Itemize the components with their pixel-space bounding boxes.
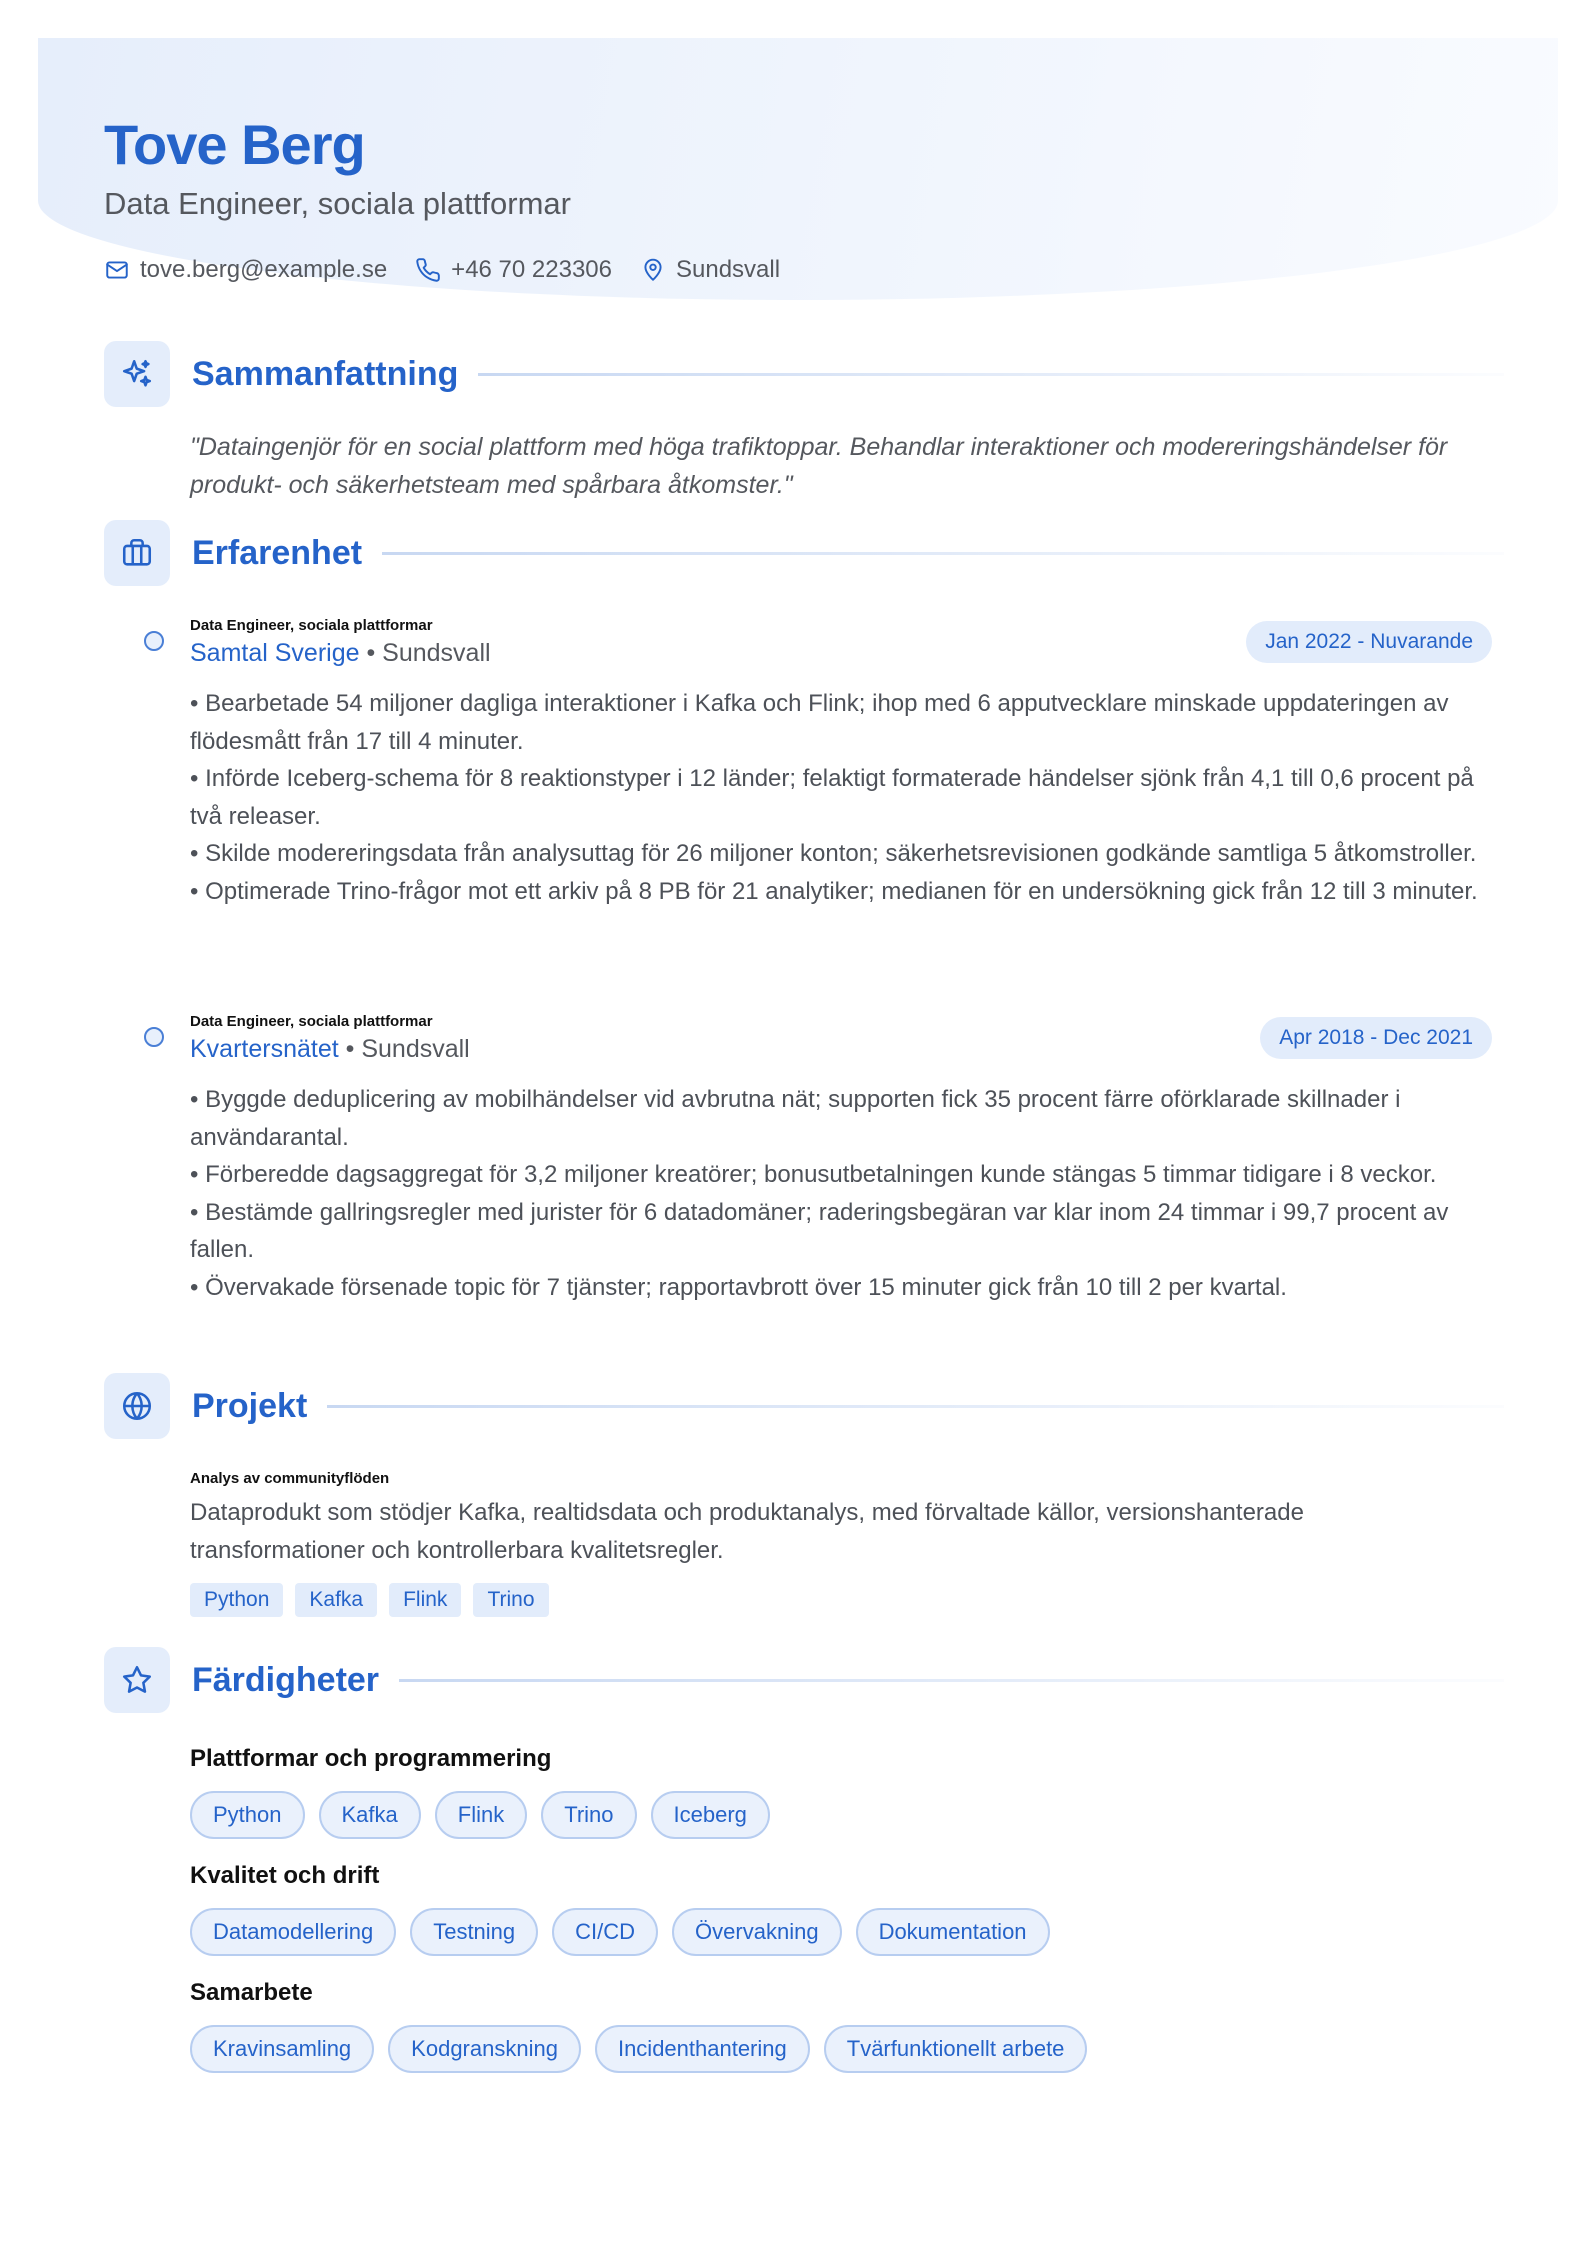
skill-group-title: Kvalitet och drift: [190, 1862, 380, 1889]
job-bullet: • Bearbetade 54 miljoner dagliga interaktioner i Kafka och Flink; ihop med 6 apputvecklare minskade uppdateringen av flödesmått från 17 till 4 minuter.: [190, 690, 1449, 755]
skill-pill: Övervakning: [672, 1908, 842, 1956]
skill-pill: Datamodellering: [190, 1908, 396, 1956]
skill-pill: Dokumentation: [856, 1908, 1050, 1956]
skill-pill: Kafka: [319, 1791, 421, 1839]
location-text: Sundsvall: [676, 256, 781, 283]
candidate-name: Tove Berg: [104, 113, 365, 176]
job-bullets: [190, 685, 1490, 910]
job-bullet: • Övervakade försenade topic för 7 tjänster; rapportavbrott över 15 minuter gick från 10 till 2 per kvartal.: [190, 1273, 1287, 1301]
star-icon: [120, 1663, 154, 1697]
job-bullet: • Bestämde gallringsregler med jurister för 6 datadomäner; raderingsbegäran var klar inom 24 timmar i 99,7 procent av fallen.: [190, 1198, 1449, 1263]
job-bullet: • Förberedde dagsaggregat för 3,2 miljoner kreatörer; bonusutbetalningen kunde stängas 5 timmar tidigare i 8 veckor.: [190, 1161, 1437, 1188]
timeline-dot: [144, 631, 164, 651]
section-divider: [327, 1405, 1504, 1408]
skill-pills: [190, 1908, 1050, 1956]
skill-pill: Trino: [541, 1791, 636, 1839]
job-bullet: • Införde Iceberg-schema för 8 reaktionstyper i 12 länder; felaktigt formaterade händelser sjönk från 4,1 till 0,6 procent på två releaser.: [190, 765, 1474, 830]
job-company: Samtal Sverige: [190, 639, 360, 667]
section-divider: [382, 552, 1504, 555]
job-date-badge: Jan 2022 - Nuvarande: [1246, 621, 1492, 663]
job-bullet: • Optimerade Trino-frågor mot ett arkiv på 8 PB för 21 analytiker; medianen för en undersökning gick från 12 till 3 minuter.: [190, 877, 1478, 905]
project-title: Analys av communityflöden: [190, 1470, 390, 1487]
phone-text: +46 70 223306: [451, 256, 612, 283]
section-skills: [104, 1647, 1504, 1713]
section-title: Sammanfattning: [192, 354, 459, 393]
job-bullet: • Byggde deduplicering av mobilhändelser vid avbrutna nät; supporten fick 35 procent färre oförklarade skillnader i användarantal.: [190, 1086, 1401, 1151]
job-company: Kvartersnätet: [190, 1035, 339, 1063]
section-title: Färdigheter: [192, 1660, 380, 1699]
project-description: Dataprodukt som stödjer Kafka, realtidsdata och produktanalys, med förvaltade källor, versionshanterade transformationer och kontrollerbara kvalitetsregler.: [190, 1499, 1304, 1564]
summary-text: "Dataingenjör för en social plattform med höga trafiktoppar. Behandlar interaktioner och modereringshändelser för produkt- och säkerhetsteam med spårbara åtkomster.": [190, 433, 1448, 499]
skill-pill: Incidenthantering: [595, 2025, 810, 2073]
job-role: Data Engineer, sociala plattformar: [190, 1013, 433, 1030]
section-summary: [104, 341, 1504, 407]
job-role: Data Engineer, sociala plattformar: [190, 617, 433, 634]
job-location: • Sundsvall: [338, 1035, 470, 1063]
project-tag: Flink: [389, 1583, 461, 1617]
project-tag: Python: [190, 1583, 283, 1617]
job-company-line: [190, 639, 491, 668]
mail-icon: [104, 257, 130, 283]
skill-pills: [190, 1791, 770, 1839]
skill-pill: Python: [190, 1791, 305, 1839]
skill-group-title: Samarbete: [190, 1979, 313, 2006]
skill-group-title: Plattformar och programmering: [190, 1745, 552, 1772]
job-date-badge: Apr 2018 - Dec 2021: [1260, 1017, 1492, 1059]
briefcase-icon: [120, 536, 154, 570]
sparkles-icon: [120, 357, 154, 391]
contact-email[interactable]: [104, 256, 387, 284]
project-tag: Trino: [473, 1583, 548, 1617]
map-pin-icon: [640, 257, 666, 283]
globe-icon: [120, 1389, 154, 1423]
job-bullet: • Skilde modereringsdata från analysuttag för 26 miljoner konton; säkerhetsrevisionen godkände samtliga 5 åtkomstroller.: [190, 840, 1477, 867]
skill-pills: [190, 2025, 1087, 2073]
skill-pill: Tvärfunktionellt arbete: [824, 2025, 1088, 2073]
candidate-headline: Data Engineer, sociala plattformar: [104, 186, 571, 221]
section-icon-box: [104, 520, 170, 586]
phone-icon: [415, 257, 441, 283]
skill-group: [190, 1862, 1050, 1956]
skill-group: [190, 1745, 770, 1839]
project-tags: [190, 1583, 549, 1617]
section-divider: [478, 373, 1504, 376]
job-bullets: [190, 1081, 1490, 1306]
skill-pill: Kodgranskning: [388, 2025, 581, 2073]
contact-row: [104, 256, 780, 284]
skill-pill: CI/CD: [552, 1908, 658, 1956]
contact-phone[interactable]: [415, 256, 612, 284]
section-icon-box: [104, 1373, 170, 1439]
section-projects: [104, 1373, 1504, 1439]
contact-location: [640, 256, 780, 284]
section-divider: [399, 1679, 1504, 1682]
skill-pill: Flink: [435, 1791, 527, 1839]
section-title: Erfarenhet: [192, 533, 363, 572]
section-title: Projekt: [192, 1386, 308, 1425]
job-company-line: [190, 1035, 470, 1064]
job-location: • Sundsvall: [359, 639, 491, 667]
skill-pill: Iceberg: [651, 1791, 770, 1839]
section-icon-box: [104, 1647, 170, 1713]
skill-pill: Kravinsamling: [190, 2025, 374, 2073]
section-experience: [104, 520, 1504, 586]
skill-group: [190, 1979, 1087, 2073]
timeline-dot: [144, 1027, 164, 1047]
section-icon-box: [104, 341, 170, 407]
project-tag: Kafka: [295, 1583, 377, 1617]
skill-pill: Testning: [410, 1908, 538, 1956]
email-text: tove.berg@example.se: [140, 256, 388, 283]
